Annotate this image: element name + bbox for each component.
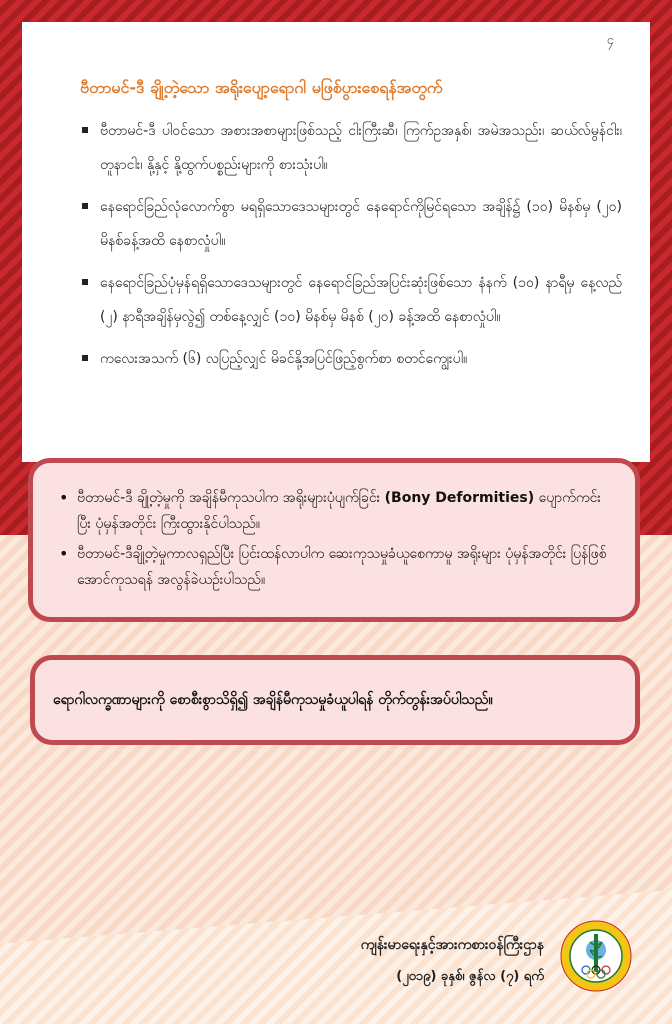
list-item: ဗီတာမင်-ဒီ ပါဝင်သော အစားအစာများဖြစ်သည့် ငါးကြီးဆီ၊ ကြက်ဥအနှစ်၊ အမဲအသည်း၊ ဆယ်လ်မွန်ငါး၊ တူနာငါး၊ နို့နှင့် နို့ထွက်ပစ္စည်းများကို စားသုံးပါ။ bbox=[80, 114, 622, 182]
list-item: နေရောင်ခြည်ပုံမှန်ရရှိသောဒေသများတွင် နေရောင်ခြည်အပြင်းဆုံးဖြစ်သော နံနက် (၁၀) နာရီမှ နေ့လည် (၂) နာရီအချိန်မှလွဲ၍ တစ်နေ့လျှင် (၁၀) မိနစ်မှ မိနစ် (၂၀) ခန့်အထိ နေစာလှုံပါ။ bbox=[80, 266, 622, 334]
advice-text: ရောဂါလက္ခဏာများကို စောစီးစွာသိရှိ၍ အချိန်မီကုသမှုခံယူပါရန် တိုက်တွန်းအပ်ပါသည်။ bbox=[53, 691, 493, 708]
page-number: ၄ bbox=[606, 33, 614, 48]
advice-box bbox=[30, 655, 640, 745]
warning-item-text: ဗီတာမင်-ဒီ ချို့တဲ့မှုကို အချိန်မီကုသပါက အရိုးများပုံပျက်ခြင်း bbox=[77, 490, 381, 506]
warning-item: • ဗီတာမင်-ဒီချို့တဲ့မှုကာလရှည်ပြီး ပြင်းထန်လာပါက ဆေးကုသမှုခံယူစေကာမူ အရိုးများ ပုံမှန်အတိုင်း ပြန်ဖြစ်အောင်ကုသရန် အလွန်ခဲယဉ်းပါသည်။ bbox=[57, 541, 613, 593]
warning-item bbox=[57, 485, 613, 537]
section-heading: ဗီတာမင်-ဒီ ချို့တဲ့သော အရိုးပျော့ရောဂါ မဖြစ်ပွားစေရန်အတွက် bbox=[80, 78, 443, 97]
list-item: နေရောင်ခြည်လုံလောက်စွာ မရရှိသောဒေသများတွင် နေရောင်ကိုမြင်ရသော အချိန်၌ (၁၀) မိနစ်မှ (၂၀) မိနစ်ခန့်အထိ နေစာလှုံပါ။ bbox=[80, 190, 622, 258]
ministry-name: ကျန်းမာရေးနှင့်အားကစားဝန်ကြီးဌာန bbox=[360, 937, 544, 953]
publication-date: (၂၀၁၉) ခုနှစ်၊ ဇွန်လ (၇) ရက် bbox=[396, 969, 544, 984]
warning-item-english-term: (Bony Deformities) bbox=[384, 490, 535, 506]
prevention-list bbox=[80, 114, 622, 384]
footer bbox=[361, 935, 544, 987]
ministry-seal-icon bbox=[560, 920, 632, 992]
list-item: ကလေးအသက် (၆) လပြည့်လျှင် မိခင်နို့အပြင်ဖြည့်စွက်စာ စတင်ကျွေးပါ။ bbox=[80, 342, 622, 376]
content-panel bbox=[22, 22, 650, 462]
warning-box bbox=[28, 458, 640, 622]
warning-item-tail: ပျောက်ကင်းပြီး ပုံမှန်အတိုင်း ကြီးထွားနိုင်ပါသည်။ bbox=[77, 490, 601, 532]
